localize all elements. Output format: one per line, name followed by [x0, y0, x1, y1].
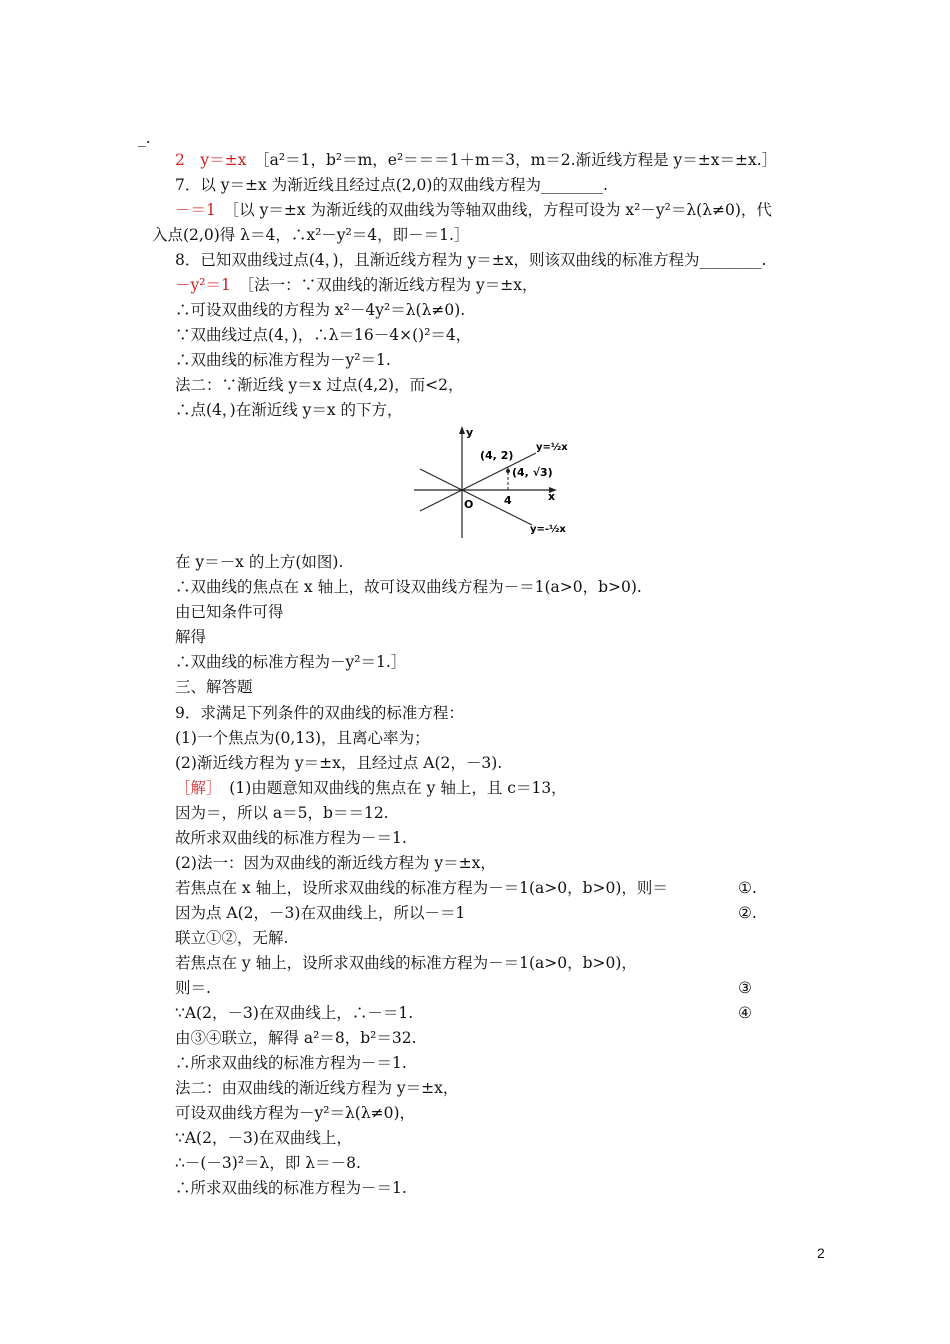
question-8: 8．已知双曲线过点(4，)，且渐近线方程为 y＝±x，则该双曲线的标准方程为________.	[175, 251, 767, 269]
text-line: (2)法一：因为双曲线的渐近线方程为 y＝±x，	[175, 854, 496, 872]
text-line: 由③④联立，解得 a²＝8，b²＝32.	[175, 1029, 417, 1047]
text-line: ∴所求双曲线的标准方程为－＝1.	[175, 1054, 407, 1072]
equation-mark-4: ④	[738, 1004, 752, 1022]
text-line: 因为点 A(2，－3)在双曲线上，所以－＝1	[175, 904, 466, 922]
x-axis-label: x	[548, 490, 556, 503]
text-line: ∴双曲线的标准方程为－y²＝1.］	[175, 653, 407, 671]
text-line: 故所求双曲线的标准方程为－＝1.	[175, 829, 407, 847]
text-line: 法二：∵渐近线 y＝x 过点(4,2)，而<2，	[175, 376, 464, 394]
page-number: 2	[817, 1245, 825, 1261]
y-axis-label: y	[466, 426, 474, 439]
answer-line-6: 2 y＝±x ［a²＝1，b²＝m，e²＝＝＝1＋m＝3，m＝2.渐近线方程是 y＝±x＝±x.］	[175, 151, 778, 169]
text-line: 联立①②，无解.	[175, 929, 289, 947]
asymptote-figure	[412, 424, 582, 542]
text-line: ∴－(－3)²＝λ，即 λ＝－8.	[175, 1154, 361, 1172]
text-line: 法二：由双曲线的渐近线方程为 y＝±x，	[175, 1079, 459, 1097]
text-line: ∵A(2，－3)在双曲线上，∴－＝1.	[175, 1004, 414, 1022]
origin-label: O	[464, 498, 474, 511]
point-4-sqrt3-label: (4, √3)	[512, 466, 553, 479]
solution-heading: ［解］ (1)由题意知双曲线的焦点在 y 轴上，且 c＝13，	[175, 779, 567, 797]
equation-mark-1: ①.	[738, 879, 757, 897]
y-axis-arrow	[459, 426, 465, 434]
section-heading: 三、解答题	[175, 678, 253, 696]
text-line: _.	[138, 129, 151, 147]
text-line: 则＝.	[175, 979, 211, 997]
question-9-part-2: (2)渐近线方程为 y＝±x，且经过点 A(2，－3).	[175, 754, 503, 772]
equation-mark-2: ②.	[738, 904, 757, 922]
point-4-sqrt3	[506, 469, 510, 473]
text-line: 在 y＝－x 的上方(如图).	[175, 553, 344, 571]
text-line: 解得	[175, 628, 207, 646]
text-line: ∵双曲线过点(4，)，∴λ＝16－4×()²＝4，	[175, 326, 472, 344]
equation-mark-3: ③	[738, 979, 752, 997]
text-line: ∴可设双曲线的方程为 x²－4y²＝λ(λ≠0).	[175, 301, 466, 319]
question-7: 7．以 y＝±x 为渐近线且经过点(2,0)的双曲线方程为________.	[175, 176, 608, 194]
text-line: 若焦点在 x 轴上，设所求双曲线的标准方程为－＝1(a>0，b>0)，则＝	[175, 879, 668, 897]
question-9: 9．求满足下列条件的双曲线的标准方程：	[175, 704, 464, 722]
asymptote-positive-label: y=½x	[536, 442, 568, 453]
text-line: ∵A(2，－3)在双曲线上，	[175, 1129, 352, 1147]
text-line: 若焦点在 y 轴上，设所求双曲线的标准方程为－＝1(a>0，b>0)，	[175, 954, 637, 972]
asymptote-positive	[420, 453, 536, 511]
asymptote-negative-label: y=-½x	[530, 524, 566, 535]
text-line: 可设双曲线方程为－y²＝λ(λ≠0)，	[175, 1104, 416, 1122]
tick-4-label: 4	[504, 494, 512, 507]
answer-7-cont: 入点(2,0)得 λ＝4，∴x²－y²＝4，即－＝1.］	[152, 226, 470, 244]
text-line: 因为＝，所以 a＝5，b＝＝12.	[175, 804, 389, 822]
text-line: ∴双曲线的标准方程为－y²＝1.	[175, 351, 391, 369]
text-line: ∴双曲线的焦点在 x 轴上，故可设双曲线方程为－＝1(a>0，b>0).	[175, 578, 642, 596]
text-line: 由已知条件可得	[175, 603, 284, 621]
point-4-2-label: (4, 2)	[480, 449, 514, 462]
question-9-part-1: (1)一个焦点为(0,13)，且离心率为；	[175, 729, 430, 747]
text-line: ∴所求双曲线的标准方程为－＝1.	[175, 1179, 407, 1197]
answer-7: －＝1 ［以 y＝±x 为渐近线的双曲线为等轴双曲线，方程可设为 x²－y²＝λ(λ≠0)，代	[175, 201, 772, 219]
text-line: ∴点(4，)在渐近线 y＝x 的下方，	[175, 401, 403, 419]
answer-8: －y²＝1 ［法一：∵双曲线的渐近线方程为 y＝±x，	[175, 276, 538, 294]
